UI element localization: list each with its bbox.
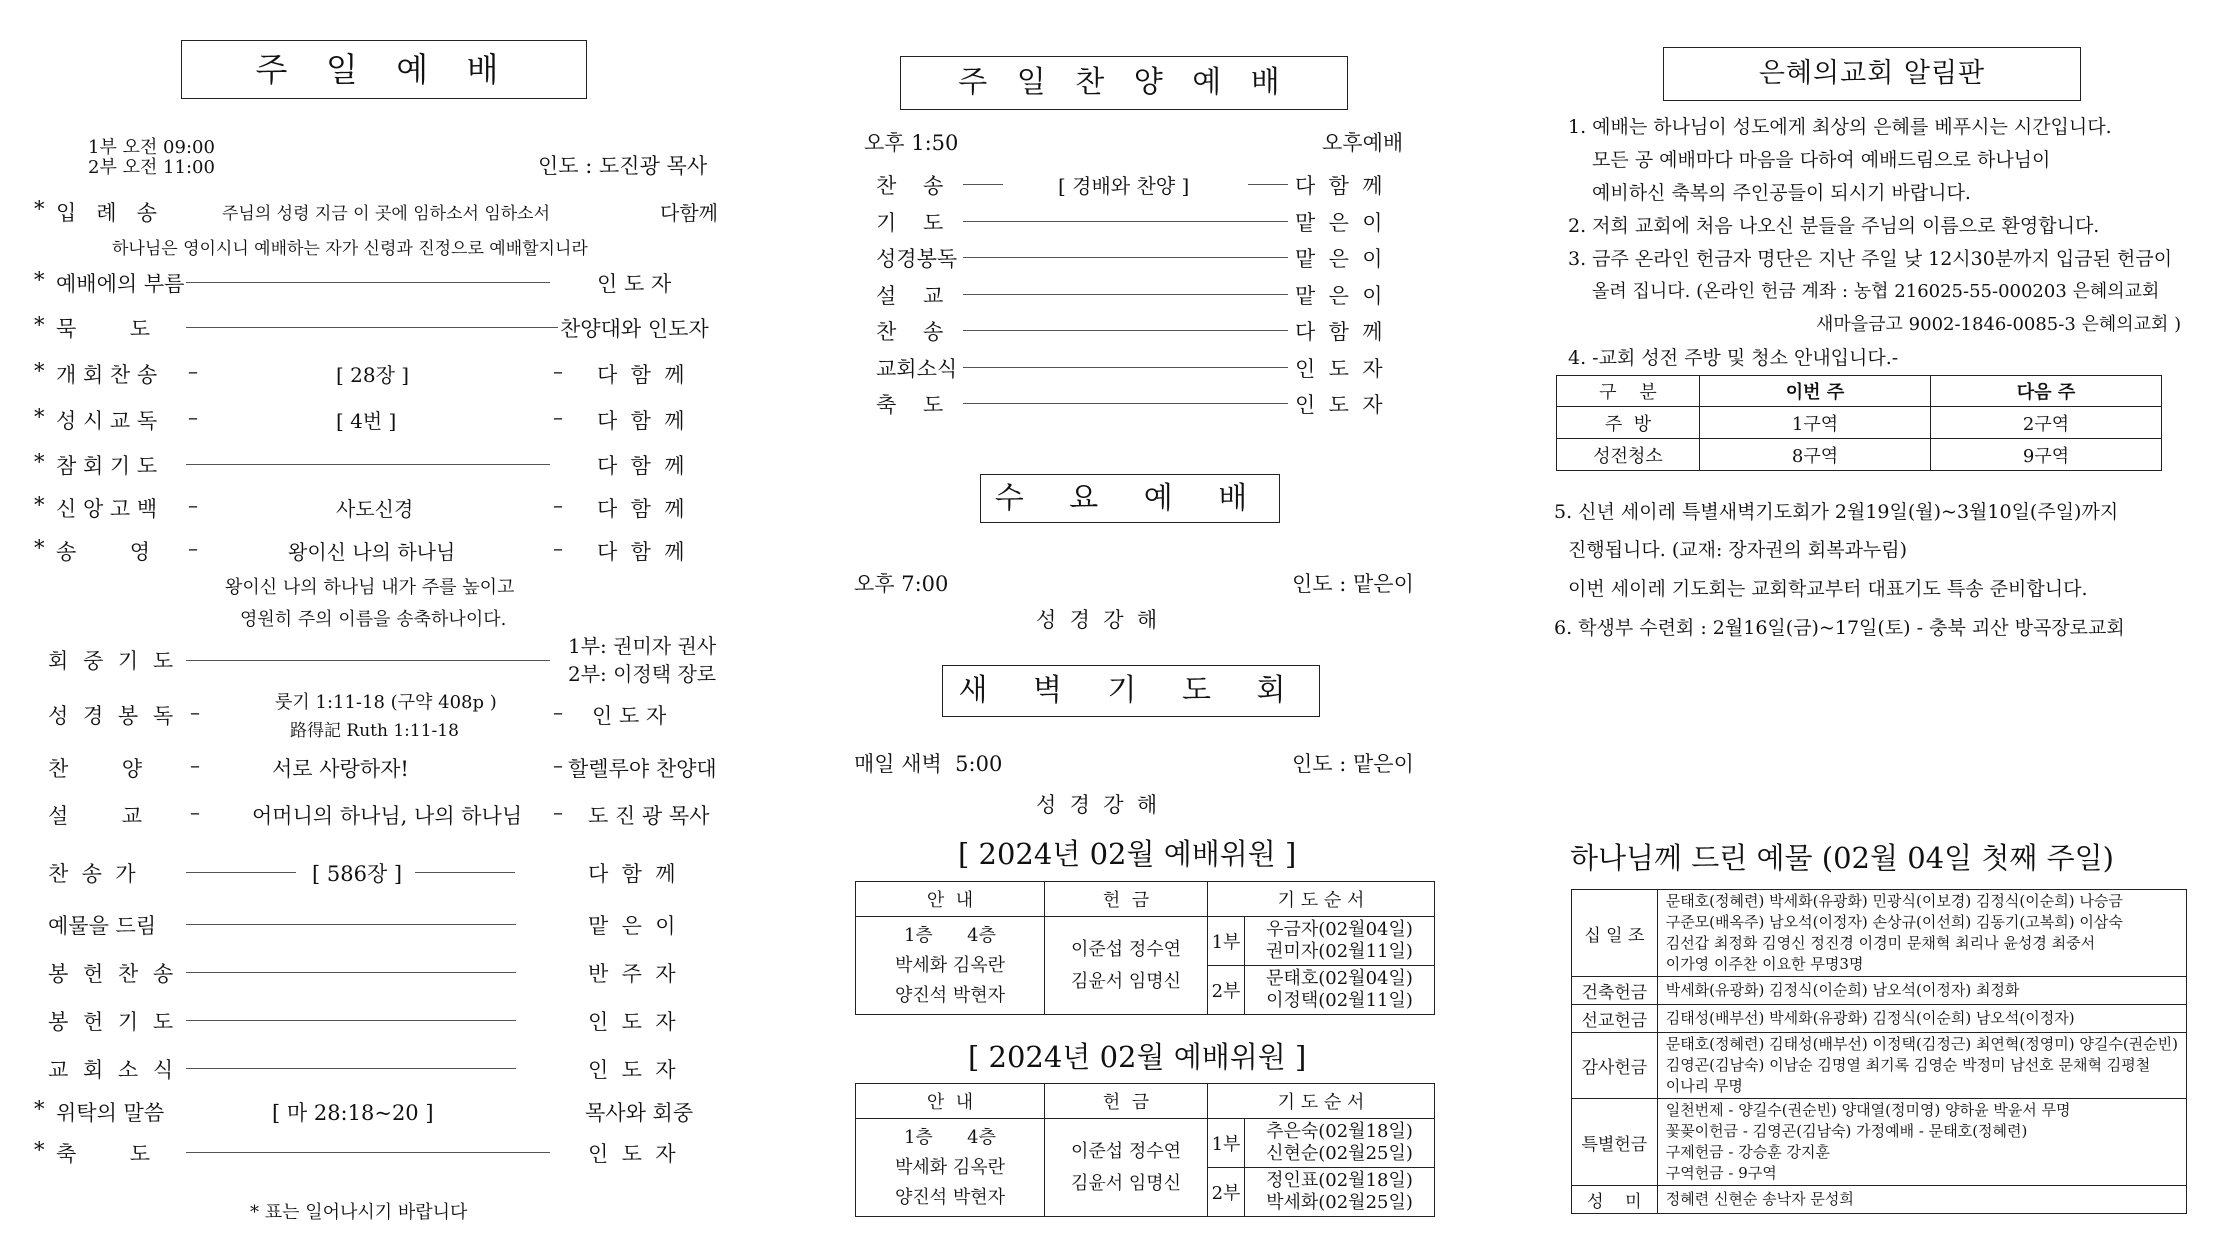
offering-names-line: 문태호(정혜련) 박세화(유광화) 민광식(이보경) 김정식(이순희) 나승금 bbox=[1665, 892, 2123, 910]
order-name: 성 시 교 독 bbox=[56, 409, 158, 433]
committee-prayer-name: 권미자(02월11일) bbox=[1266, 941, 1413, 962]
order-dash: – bbox=[188, 493, 198, 517]
order-name: 예배에의 부름 bbox=[56, 272, 185, 296]
cleaning-table bbox=[1556, 375, 2162, 471]
committee-part: 2부 bbox=[1208, 1168, 1245, 1217]
offering-names-line: 김태성(배부선) 박세화(유광화) 김정식(이순희) 남오석(이정자) bbox=[1665, 1009, 2075, 1027]
prayer-label: 회 중 기 도 bbox=[48, 649, 178, 673]
wednesday-time: 오후 7:00 bbox=[854, 572, 949, 596]
offering-who: 맡 은 이 bbox=[588, 914, 676, 938]
praise-line bbox=[963, 367, 1288, 368]
anthem-dash-left: – bbox=[190, 753, 200, 777]
cleaning-area: 성전청소 bbox=[1557, 439, 1700, 471]
praise-item-who: 다 함 께 bbox=[1295, 174, 1383, 198]
order-star: * bbox=[34, 359, 45, 383]
order-content: 사도신경 bbox=[336, 497, 414, 521]
praise-item-who: 맡 은 이 bbox=[1295, 210, 1383, 235]
offering-category: 십 일 조 bbox=[1572, 890, 1658, 977]
hymn-who: 다 함 께 bbox=[588, 862, 676, 886]
scripture-ref-1: 룻기 1:11-18 (구약 408p ) bbox=[275, 692, 497, 713]
hymn-label: 찬 송 가 bbox=[48, 862, 136, 886]
praise-item-content: [ 경배와 찬양 ] bbox=[1058, 174, 1190, 198]
committee-offering-line: 김윤서 임명신 bbox=[1070, 1172, 1182, 1194]
offering-names-line: 이가영 이주찬 이요한 무명3명 bbox=[1665, 955, 1864, 973]
praise-item-name: 찬 송 bbox=[876, 320, 944, 344]
committee-part: 1부 bbox=[1208, 1119, 1245, 1168]
order-dash: – bbox=[188, 359, 198, 383]
order-star: * bbox=[34, 268, 45, 292]
offering-names-line: 문태호(정혜련) 김태성(배부선) 이정택(김정근) 최연혁(정영미) 양길수(권순빈) bbox=[1665, 1035, 2178, 1053]
notice-2: 2. 저희 교회에 처음 나오신 분들을 주님의 이름으로 환영합니다. bbox=[1568, 215, 2100, 237]
order-who: 다 함 께 bbox=[597, 540, 685, 564]
committee-prayer-names bbox=[1245, 966, 1435, 1015]
committee-table-2 bbox=[855, 1083, 1435, 1217]
order-star: * bbox=[34, 536, 45, 560]
order-dash: – bbox=[553, 359, 563, 383]
offering-names-line: 일천번제 - 양길수(권순빈) 양대열(정미영) 양하윤 박윤서 무명 bbox=[1665, 1101, 2071, 1119]
wednesday-leader: 인도 : 맡은이 bbox=[1292, 572, 1414, 596]
cleaning-header: 다음 주 bbox=[1931, 376, 2162, 407]
praise-line bbox=[963, 184, 1003, 185]
praise-item-name: 찬 송 bbox=[876, 174, 944, 198]
order-star: * bbox=[34, 197, 45, 221]
anthem-dash-right: – bbox=[553, 753, 563, 777]
committee-guide-line: 1층 4층 bbox=[903, 1126, 996, 1148]
order-name: 입 례 송 bbox=[56, 201, 157, 225]
prayer-line bbox=[186, 660, 550, 661]
cleaning-area: 주 방 bbox=[1557, 407, 1700, 439]
commission-verse: [ 마 28:18~20 ] bbox=[272, 1101, 434, 1125]
committee-header: 안 내 bbox=[856, 882, 1045, 917]
cleaning-group: 8구역 bbox=[1700, 439, 1931, 471]
anthem-label: 찬 양 bbox=[48, 757, 142, 781]
notice-6: 6. 학생부 수련회 : 2월16일(금)~17일(토) - 충북 괴산 방곡장로교회 bbox=[1554, 617, 2125, 639]
commission-label: 위탁의 말씀 bbox=[56, 1101, 165, 1125]
offering-names-line: 김선갑 최정화 김영신 정진경 이경미 문채혁 최리나 윤성경 최중서 bbox=[1665, 934, 2096, 952]
order-star: * bbox=[34, 493, 45, 517]
cleaning-group: 1구역 bbox=[1700, 407, 1931, 439]
notice-3b: 올려 집니다. (온라인 헌금 계좌 : 농협 216025-55-000203 은혜의교회 bbox=[1592, 281, 2160, 302]
order-content: 왕이신 나의 하나님 bbox=[288, 540, 456, 564]
offering-table bbox=[1571, 889, 2187, 1214]
praise-item-name: 설 교 bbox=[876, 283, 944, 308]
committee-prayer-names bbox=[1245, 1119, 1435, 1168]
order-star: * bbox=[34, 450, 45, 474]
anthem-who: 할렐루야 찬양대 bbox=[568, 757, 717, 781]
scripture-dash-right: – bbox=[553, 700, 563, 724]
offering-hymn-line bbox=[186, 972, 516, 973]
offering-names-line: 구역헌금 - 9구역 bbox=[1665, 1164, 1777, 1182]
offering-category: 성 미 bbox=[1572, 1186, 1658, 1214]
offering-prayer-who: 인 도 자 bbox=[588, 1010, 676, 1034]
offering-category: 선교헌금 bbox=[1572, 1005, 1658, 1033]
committee-prayer-name: 박세화(02월25일) bbox=[1266, 1192, 1413, 1213]
order-line bbox=[186, 282, 550, 283]
offering-names bbox=[1657, 1099, 2186, 1186]
order-name: 묵 도 bbox=[56, 317, 150, 341]
order-name: 송 영 bbox=[56, 540, 150, 564]
praise-line bbox=[963, 330, 1288, 331]
notice-1b: 모든 공 예배마다 마음을 다하여 예배드림으로 하나님이 bbox=[1592, 149, 2051, 171]
offering-prayer-line bbox=[186, 1020, 516, 1021]
hymn-line-left bbox=[186, 872, 296, 873]
church-news-label: 교 회 소 식 bbox=[48, 1058, 178, 1082]
doxology-lyric-1: 왕이신 나의 하나님 내가 주를 높이고 bbox=[225, 577, 515, 598]
notice-5a: 5. 신년 세이레 특별새벽기도회가 2월19일(월)~3월10일(주일)까지 bbox=[1554, 501, 2119, 523]
commission-who: 목사와 회중 bbox=[585, 1101, 694, 1125]
notice-5b: 진행됩니다. (교재: 장자권의 회복과누림) bbox=[1568, 539, 1908, 561]
offering-category: 감사헌금 bbox=[1572, 1033, 1658, 1099]
committee-prayer-names bbox=[1245, 917, 1435, 966]
committee-header: 기 도 순 서 bbox=[1208, 882, 1435, 917]
offering-names bbox=[1657, 890, 2186, 977]
scripture-label: 성 경 봉 독 bbox=[48, 704, 178, 728]
praise-line bbox=[1248, 184, 1288, 185]
committee-guide bbox=[856, 917, 1045, 1015]
praise-line bbox=[963, 257, 1288, 258]
benediction-line bbox=[186, 1152, 550, 1153]
second-service-time: 2부 오전 11:00 bbox=[88, 157, 215, 178]
order-star: * bbox=[34, 405, 45, 429]
church-news-who: 인 도 자 bbox=[588, 1058, 676, 1082]
commission-star: * bbox=[34, 1097, 45, 1121]
praise-item-who: 인 도 자 bbox=[1295, 356, 1383, 381]
order-dash: – bbox=[188, 536, 198, 560]
offering-label: 예물을 드림 bbox=[48, 914, 157, 938]
first-service-time: 1부 오전 09:00 bbox=[88, 137, 215, 158]
praise-time: 오후 1:50 bbox=[864, 131, 959, 155]
praise-item-name: 기 도 bbox=[876, 210, 944, 235]
right-column bbox=[1540, 0, 2232, 1258]
order-line bbox=[186, 327, 558, 328]
order-who: 인 도 자 bbox=[597, 272, 672, 296]
committee-guide-line: 양진석 박현자 bbox=[894, 1186, 1006, 1208]
order-who: 다 함 께 bbox=[597, 363, 685, 387]
notice-3c: 새마을금고 9002-1846-0085-3 은혜의교회 ) bbox=[1816, 314, 2182, 335]
offering-names-line: 구제헌금 - 강승훈 강지훈 bbox=[1665, 1143, 1830, 1161]
notice-1c: 예비하신 축복의 주인공들이 되시기 바랍니다. bbox=[1592, 182, 1971, 204]
wednesday-worship-title: 수 요 예 배 bbox=[980, 474, 1280, 523]
offering-list-title: 하나님께 드린 예물 (02월 04일 첫째 주일) bbox=[1570, 841, 2114, 875]
committee-prayer-name: 문태호(02월04일) bbox=[1266, 968, 1413, 989]
committee-title-1: [ 2024년 02월 예배위원 ] bbox=[958, 837, 1297, 871]
praise-worship-title: 주 일 찬 양 예 배 bbox=[900, 56, 1348, 110]
scripture-who: 인 도 자 bbox=[592, 704, 667, 728]
sermon-title: 어머니의 하나님, 나의 하나님 bbox=[252, 804, 523, 828]
left-column bbox=[0, 0, 740, 1258]
committee-guide-line: 1층 4층 bbox=[903, 924, 996, 946]
committee-offering bbox=[1045, 917, 1208, 1015]
order-dash: – bbox=[188, 405, 198, 429]
offering-category: 건축헌금 bbox=[1572, 977, 1658, 1005]
praise-item-name: 축 도 bbox=[876, 393, 944, 417]
entrance-verse: 하나님은 영이시니 예배하는 자가 신령과 진정으로 예배할지니라 bbox=[112, 239, 588, 259]
order-who: 찬양대와 인도자 bbox=[560, 317, 709, 341]
notice-3a: 3. 금주 온라인 헌금자 명단은 지난 주일 낮 12시30분까지 입금된 헌금이 bbox=[1568, 248, 2173, 270]
committee-prayer-name: 추은숙(02월18일) bbox=[1266, 1121, 1413, 1142]
committee-header: 안 내 bbox=[856, 1084, 1045, 1119]
committee-offering-line: 이준섭 정수연 bbox=[1070, 1140, 1182, 1162]
committee-prayer-name: 우금자(02월04일) bbox=[1266, 919, 1413, 940]
scripture-ref-2: 路得記 Ruth 1:11-18 bbox=[290, 721, 459, 741]
prayer-who-1: 1부: 권미자 권사 bbox=[568, 634, 717, 658]
sermon-who: 도 진 광 목사 bbox=[588, 804, 710, 828]
sermon-label: 설 교 bbox=[48, 804, 142, 828]
committee-header: 헌 금 bbox=[1045, 882, 1208, 917]
committee-title-2: [ 2024년 02월 예배위원 ] bbox=[968, 1040, 1307, 1074]
notice-5c: 이번 세이레 기도회는 교회학교부터 대표기도 특송 준비합니다. bbox=[1568, 578, 2088, 600]
offering-names-line: 꽃꽂이헌금 - 김영곤(김남숙) 가정예배 - 문태호(정혜련) bbox=[1665, 1122, 2028, 1140]
offering-names-line: 박세화(유광화) 김정식(이순희) 남오석(이정자) 최정화 bbox=[1665, 981, 2020, 999]
praise-item-name: 성경봉독 bbox=[876, 247, 958, 271]
notice-1a: 1. 예배는 하나님이 성도에게 최상의 은혜를 베푸시는 시간입니다. bbox=[1568, 116, 2112, 138]
benediction-label: 축 도 bbox=[56, 1142, 150, 1166]
offering-names-line: 구준모(배옥주) 남오석(이정자) 손상규(이선희) 김동기(고복희) 이삼숙 bbox=[1665, 913, 2123, 931]
committee-part: 2부 bbox=[1208, 966, 1245, 1015]
dawn-leader: 인도 : 맡은이 bbox=[1292, 752, 1414, 776]
committee-prayer-names bbox=[1245, 1168, 1435, 1217]
cleaning-header: 이번 주 bbox=[1700, 376, 1931, 407]
committee-header: 헌 금 bbox=[1045, 1084, 1208, 1119]
notice-4: 4. -교회 성전 주방 및 청소 안내입니다.- bbox=[1568, 347, 1899, 369]
cleaning-header: 구 분 bbox=[1557, 376, 1700, 407]
doxology-lyric-2: 영원히 주의 이름을 송축하나이다. bbox=[240, 609, 507, 630]
order-who: 다 함 께 bbox=[597, 497, 685, 521]
offering-hymn-who: 반 주 자 bbox=[588, 962, 676, 986]
offering-names bbox=[1657, 1033, 2186, 1099]
praise-label: 오후예배 bbox=[1322, 131, 1404, 155]
dawn-prayer-title: 새 벽 기 도 회 bbox=[942, 665, 1320, 717]
order-dash: – bbox=[553, 493, 563, 517]
offering-prayer-label: 봉 헌 기 도 bbox=[48, 1010, 178, 1034]
wednesday-content: 성 경 강 해 bbox=[1036, 608, 1158, 632]
anthem-title: 서로 사랑하자! bbox=[272, 757, 409, 781]
scripture-dash-left: – bbox=[190, 700, 200, 724]
praise-item-who: 다 함 께 bbox=[1295, 320, 1383, 344]
offering-names-line: 김영곤(김남숙) 이남순 김명열 최기록 김영순 박정미 남선호 문채혁 김평철 bbox=[1665, 1056, 2151, 1074]
order-content: [ 4번 ] bbox=[336, 409, 397, 433]
committee-prayer-name: 신현순(02월25일) bbox=[1266, 1143, 1413, 1164]
sunday-worship-title: 주 일 예 배 bbox=[181, 40, 587, 99]
order-who: 다 함 께 bbox=[597, 454, 685, 478]
offering-names-line: 이나리 무명 bbox=[1665, 1077, 1743, 1095]
footnote: * 표는 일어나시기 바랍니다 bbox=[250, 1202, 468, 1223]
praise-line bbox=[963, 221, 1288, 222]
sunday-leader: 인도 : 도진광 목사 bbox=[538, 154, 708, 178]
praise-line bbox=[963, 403, 1288, 404]
dawn-content: 성 경 강 해 bbox=[1036, 793, 1158, 817]
committee-guide-line: 양진석 박현자 bbox=[894, 984, 1006, 1006]
committee-prayer-name: 이정택(02월11일) bbox=[1266, 990, 1413, 1011]
benediction-star: * bbox=[34, 1138, 45, 1162]
middle-column bbox=[840, 0, 1460, 1258]
order-star: * bbox=[34, 313, 45, 337]
notice-board-title: 은혜의교회 알림판 bbox=[1663, 47, 2081, 101]
committee-table-1 bbox=[855, 881, 1435, 1015]
praise-line bbox=[963, 294, 1288, 295]
offering-hymn-label: 봉 헌 찬 송 bbox=[48, 962, 178, 986]
order-name: 신 앙 고 백 bbox=[56, 497, 158, 521]
committee-offering-line: 김윤서 임명신 bbox=[1070, 970, 1182, 992]
praise-item-name: 교회소식 bbox=[876, 356, 958, 381]
prayer-who-2: 2부: 이정택 장로 bbox=[568, 662, 717, 686]
order-who: 다함께 bbox=[660, 201, 718, 225]
cleaning-group: 2구역 bbox=[1931, 407, 2162, 439]
cleaning-group: 9구역 bbox=[1931, 439, 2162, 471]
order-dash: – bbox=[553, 536, 563, 560]
committee-guide bbox=[856, 1119, 1045, 1217]
praise-item-who: 인 도 자 bbox=[1295, 393, 1383, 417]
praise-item-who: 맡 은 이 bbox=[1295, 247, 1383, 271]
order-content: [ 28장 ] bbox=[336, 363, 410, 387]
church-news-line bbox=[186, 1068, 516, 1069]
order-name: 개 회 찬 송 bbox=[56, 363, 158, 387]
committee-offering-line: 이준섭 정수연 bbox=[1070, 938, 1182, 960]
order-content: 주님의 성령 지금 이 곳에 임하소서 임하소서 bbox=[222, 204, 551, 224]
benediction-who: 인 도 자 bbox=[588, 1142, 676, 1166]
order-line bbox=[186, 464, 550, 465]
offering-names bbox=[1657, 977, 2186, 1005]
offering-names bbox=[1657, 1005, 2186, 1033]
committee-guide-line: 박세화 김옥란 bbox=[894, 1156, 1006, 1178]
sermon-dash-left: – bbox=[190, 800, 200, 824]
committee-part: 1부 bbox=[1208, 917, 1245, 966]
hymn-line-right bbox=[415, 872, 515, 873]
hymn-number: [ 586장 ] bbox=[312, 862, 403, 886]
praise-item-who: 맡 은 이 bbox=[1295, 283, 1383, 308]
offering-names-line: 정혜련 신현순 송낙자 문성희 bbox=[1665, 1190, 1854, 1208]
offering-line bbox=[186, 924, 516, 925]
offering-category: 특별헌금 bbox=[1572, 1099, 1658, 1186]
order-who: 다 함 께 bbox=[597, 409, 685, 433]
order-dash: – bbox=[553, 405, 563, 429]
committee-guide-line: 박세화 김옥란 bbox=[894, 954, 1006, 976]
offering-names bbox=[1657, 1186, 2186, 1214]
committee-prayer-name: 정인표(02월18일) bbox=[1266, 1170, 1413, 1191]
dawn-time: 매일 새벽 5:00 bbox=[854, 752, 1003, 776]
sermon-dash-right: – bbox=[553, 800, 563, 824]
committee-header: 기 도 순 서 bbox=[1208, 1084, 1435, 1119]
order-name: 참 회 기 도 bbox=[56, 454, 158, 478]
committee-offering bbox=[1045, 1119, 1208, 1217]
